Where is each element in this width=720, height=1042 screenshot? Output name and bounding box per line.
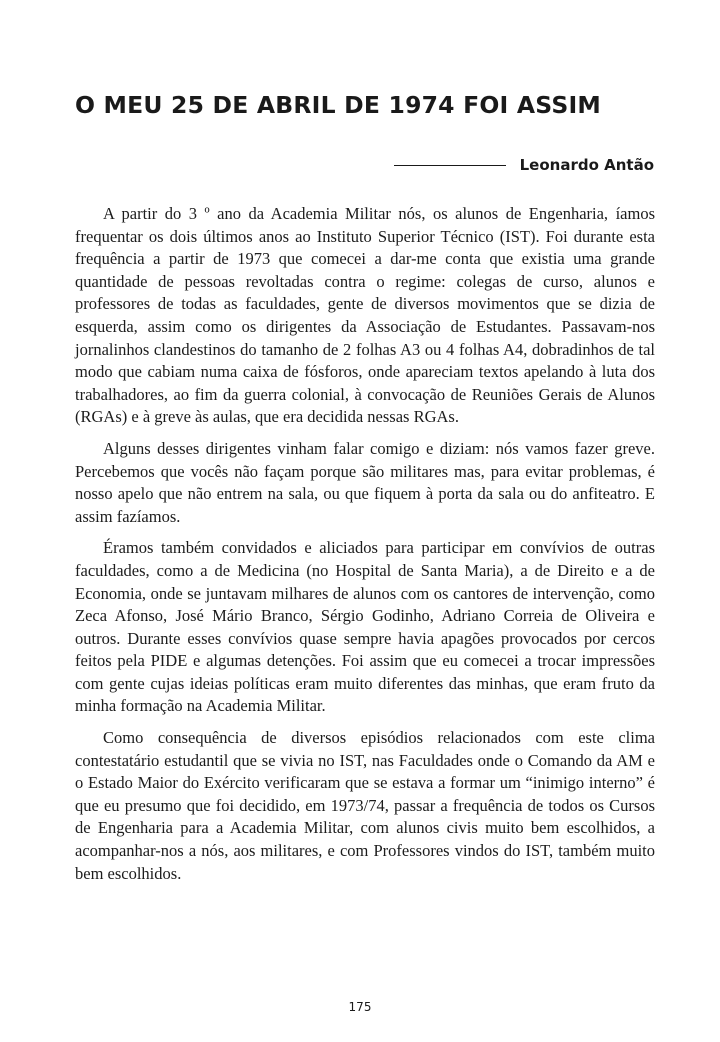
paragraph: Alguns desses dirigentes vinham falar comigo e diziam: nós vamos fazer greve. Percebemos que vocês não façam porque são militares mas, para evitar problemas, é nosso apelo que não entrem na sala, ou que fiquem à porta da sala ou do anfiteatro. E assim fazíamos. [75,438,655,526]
byline-rule [394,165,506,166]
paragraph: A partir do 3 º ano da Academia Militar nós, os alunos de Engenharia, íamos frequentar os dois últimos anos ao Instituto Superior Técnico (IST). Foi durante esta frequência a partir de 1973 que comecei a dar-me conta que existia uma grande quantidade de pessoas revoltadas contra o regime: colegas de curso, alunos e professores de todas as faculdades, gente de diversos movimentos que se dizia de esquerda, assim como os dirigentes da Associação de Estudantes. Passavam-nos jornalinhos clandestinos do tamanho de 2 folhas A3 ou 4 folhas A4, dobradinhos de tal modo que cabiam numa caixa de fósforos, onde apareciam textos apelando à luta dos trabalhadores, ao fim da guerra colonial, à convocação de Reuniões Gerais de Alunos (RGAs) e à greve às aulas, que era decidida nessas RGAs. [75,204,655,427]
paragraph: Éramos também convidados e aliciados para participar em convívios de outras faculdades, como a de Medicina (no Hospital de Santa Maria), a de Direito e a de Economia, onde se juntavam milhares de alunos com os cantores de intervenção, como Zeca Afonso, José Mário Branco, Sérgio Godinho, Adriano Correia de Oliveira e outros. Durante esses convívios quase sempre havia apagões provocados por cercos feitos pela PIDE e algumas detenções. Foi assim que eu comecei a trocar impressões com gente cujas ideias políticas eram muito diferentes das minhas, que eram fruto da minha formação na Academia Militar. [75,538,655,716]
page-number: 175 [348,1000,372,1014]
article-body [75,203,655,885]
author-byline [380,152,654,178]
paragraph: Como consequência de diversos episódios relacionados com este clima contestatário estudantil que se vivia no IST, nas Faculdades onde o Comando da AM e o Estado Maior do Exército verificaram que se estava a formar um “inimigo interno” é que eu presumo que foi decidido, em 1973/74, passar a frequência de todos os Cursos de Engenharia para a Academia Militar, com alunos civis muito bem escolhidos, a acompanhar-nos a nós, aos militares, e com Professores vindos do IST, também muito bem escolhidos. [75,728,655,883]
author-name: Leonardo Antão [519,156,654,174]
article-title: O MEU 25 DE ABRIL DE 1974 FOI ASSIM [75,91,601,119]
